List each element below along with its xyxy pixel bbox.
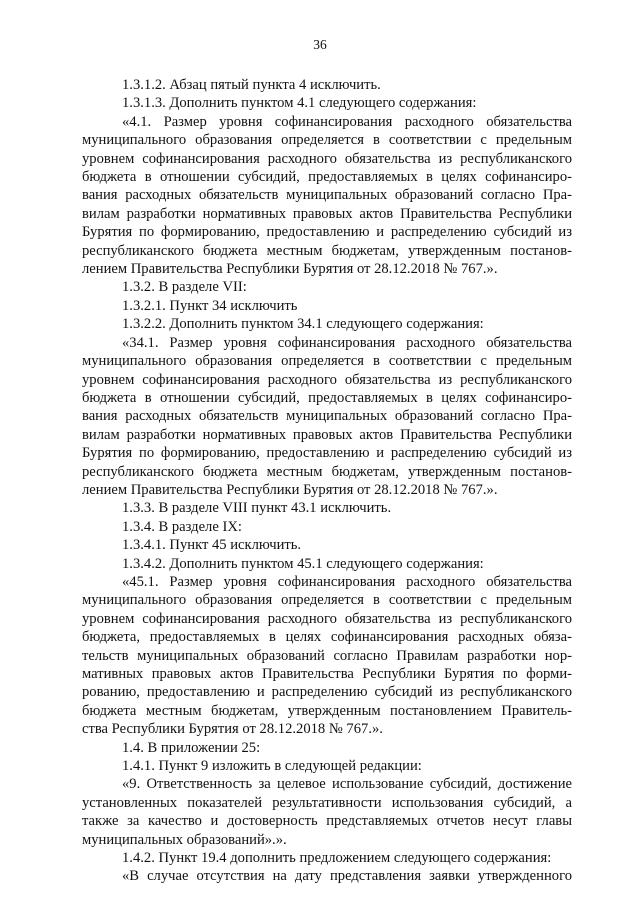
text-line: 1.4. В приложении 25: <box>122 739 261 756</box>
text-line: Бурятия по формированию, предоставлению и распределению субсидий из <box>82 445 572 462</box>
text-line: уровнем софинансирования расходного обязательства из республиканского <box>82 371 572 388</box>
text-line: 1.4.1. Пункт 9 изложить в следующей редакции: <box>122 758 422 775</box>
text-line: республиканского бюджета местным бюджетам, утвержденным постанов- <box>82 463 572 480</box>
paragraph <box>82 315 572 333</box>
text-line: уровнем софинансирования расходного обязательства из республиканского <box>82 150 572 167</box>
text-line: «4.1. Размер уровня софинансирования расходного обязательства <box>122 113 572 130</box>
text-line: муниципального образования определяется в соответствии с предельным <box>82 353 572 370</box>
page-number: 36 <box>313 37 327 52</box>
text-line: лением Правительства Республики Бурятия от 28.12.2018 № 767.». <box>82 261 498 278</box>
text-line: муниципального образования определяется в соответствии с предельным <box>82 132 572 149</box>
paragraph <box>82 518 572 536</box>
paragraph <box>82 849 572 867</box>
paragraph <box>82 278 572 296</box>
paragraph <box>82 536 572 554</box>
text-line: вилам разработки нормативных правовых актов Правительства Республики <box>82 205 572 222</box>
text-line: 1.3.4.1. Пункт 45 исключить. <box>122 537 302 554</box>
paragraph <box>82 775 572 849</box>
paragraph <box>82 113 572 279</box>
text-line: бюджета в отношении субсидий, предоставляемых в целях софинансиро- <box>82 169 572 186</box>
paragraph <box>82 76 572 94</box>
paragraph <box>82 94 572 112</box>
paragraph <box>82 555 572 573</box>
text-line: «9. Ответственность за целевое использование субсидий, достижение <box>122 776 572 793</box>
text-line: муниципального образования определяется в соответствии с предельным <box>82 592 572 609</box>
text-line: тельств муниципальных образований согласно Правилам разработки нор- <box>82 647 572 664</box>
text-line: вания расходных обязательств муниципальных образований согласно Пра- <box>82 408 572 425</box>
text-line: 1.3.2.2. Дополнить пунктом 34.1 следующего содержания: <box>122 316 484 333</box>
text-line: 1.3.1.3. Дополнить пунктом 4.1 следующего содержания: <box>122 95 477 112</box>
paragraph <box>82 573 572 739</box>
text-line: муниципальных образований».». <box>82 831 287 848</box>
paragraph <box>82 297 572 315</box>
text-line: «34.1. Размер уровня софинансирования расходного обязательства <box>122 334 572 351</box>
text-line: 1.3.2.1. Пункт 34 исключить <box>122 297 298 314</box>
text-line: бюджета, предоставляемых в целях софинансирования расходных обяза- <box>82 629 572 646</box>
text-line: 1.4.2. Пункт 19.4 дополнить предложением следующего содержания: <box>122 850 552 867</box>
text-line: установленных показателей результативности использования субсидий, а <box>82 794 572 811</box>
paragraph <box>82 867 572 885</box>
text-line: рованию, предоставлению и распределению субсидий из республиканского <box>82 684 572 701</box>
text-line: Бурятия по формированию, предоставлению и распределению субсидий из <box>82 224 572 241</box>
text-line: «45.1. Размер уровня софинансирования расходного обязательства <box>122 573 572 590</box>
text-line: 1.3.3. В разделе VIII пункт 43.1 исключить. <box>122 500 392 517</box>
text-line: 1.3.2. В разделе VII: <box>122 279 247 296</box>
paragraph <box>82 499 572 517</box>
text-line: уровнем софинансирования расходного обязательства из республиканского <box>82 610 572 627</box>
paragraph <box>82 757 572 775</box>
text-line: 1.3.1.2. Абзац пятый пункта 4 исключить. <box>122 77 381 93</box>
text-line: ства Республики Бурятия от 28.12.2018 № 767.». <box>82 721 383 738</box>
text-line: 1.3.4.2. Дополнить пунктом 45.1 следующего содержания: <box>122 555 484 572</box>
text-line: лением Правительства Республики Бурятия от 28.12.2018 № 767.». <box>82 481 498 498</box>
text-line: «В случае отсутствия на дату представления заявки утвержденного <box>122 868 572 885</box>
text-line: республиканского бюджета местным бюджетам, утвержденным постанов- <box>82 242 572 259</box>
document-body <box>82 76 572 886</box>
text-line: 1.3.4. В разделе IX: <box>122 518 242 535</box>
paragraph <box>82 739 572 757</box>
text-line: также за качество и достоверность представляемых отчетов несут главы <box>82 813 572 830</box>
text-line: бюджета местным бюджетам, утвержденным постановлением Правитель- <box>82 702 572 719</box>
text-line: вания расходных обязательств муниципальных образований согласно Пра- <box>82 187 572 204</box>
paragraph <box>82 334 572 500</box>
text-line: бюджета в отношении субсидий, предоставляемых в целях софинансиро- <box>82 389 572 406</box>
text-line: вилам разработки нормативных правовых актов Правительства Республики <box>82 426 572 443</box>
text-line: мативных правовых актов Правительства Республики Бурятия по форми- <box>82 666 572 682</box>
